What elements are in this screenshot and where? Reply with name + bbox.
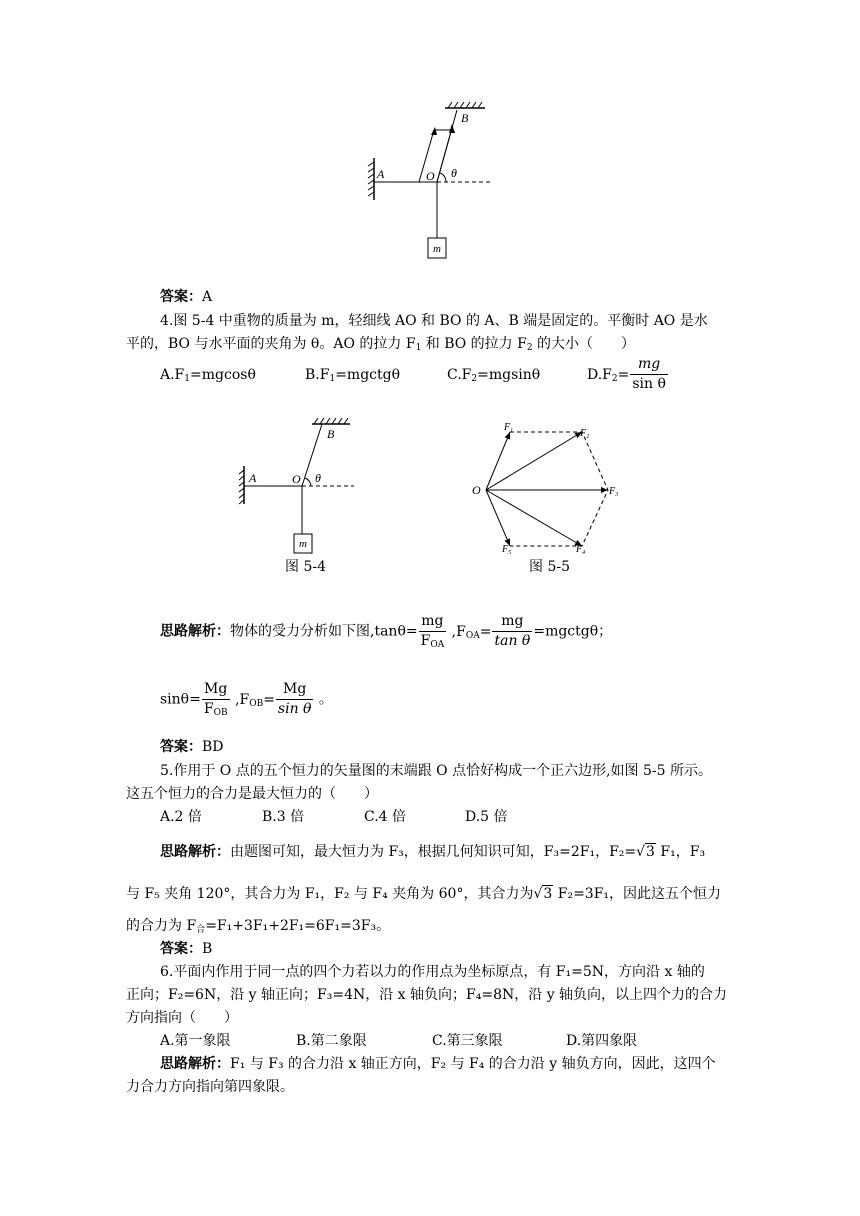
- top-label-theta: θ: [451, 166, 457, 180]
- q5-stem-line2: 这五个恒力的合力是最大恒力的（ ）: [126, 786, 378, 802]
- top-label-m: m: [433, 243, 441, 255]
- figure-top: [360, 100, 500, 265]
- answer-5: 答案：B: [160, 941, 213, 957]
- top-label-O: O: [426, 169, 435, 183]
- answer-4: 答案：BD: [160, 739, 224, 755]
- figure-5-4: [236, 416, 366, 556]
- q5-option-b: B.3 倍: [262, 809, 305, 825]
- sol5-line2: 与 F₅ 夹角 120°，其合力为 F₁，F₂ 与 F₄ 夹角为 60°，其合力为√3 F₂=3F₁，因此这五个恒力: [126, 886, 722, 902]
- q4-option-c: $C.F_2=mgsin\theta$: [447, 367, 541, 384]
- fig55-label-F3: $F_3$: [609, 486, 619, 498]
- fig55-caption: 图 5-5: [529, 559, 570, 575]
- q4-option-d: $D.F_2=$ $\frac{mg}{\text{sin θ}}$: [587, 356, 666, 392]
- top-label-B: B: [461, 111, 469, 125]
- fig55-label-F1: $F_1$: [504, 422, 514, 434]
- sol4-line2: sinθ= $\frac{Mg}{F_{OB}}$ $,F_{OB}=$ $\frac{Mg}{\text{sin θ}}$ 。: [160, 681, 333, 718]
- sol5-line1: 思路解析：由题图可知，最大恒力为 F₃，根据几何知识可知，F₃=2F₁，F₂=√3 F₁，F₃: [160, 844, 706, 860]
- top-label-A: A: [377, 167, 385, 181]
- q4-stem-line2: 平的，BO 与水平面的夹角为 θ。AO 的拉力 $F_1$ 和 BO 的拉力 $F_2$ 的大小（ ）: [126, 336, 636, 353]
- q4-option-b: $B.F_1=mgctg\theta$: [305, 367, 401, 384]
- q5-option-d: D.5 倍: [465, 809, 508, 825]
- answer-3: 答案：A: [160, 289, 213, 305]
- q5-option-c: C.4 倍: [364, 809, 407, 825]
- q6-option-a: A.第一象限: [160, 1033, 231, 1049]
- sol6-line1: 思路解析：F₁ 与 F₃ 的合力沿 x 轴正方向，F₂ 与 F₄ 的合力沿 y 轴负方向，因此，这四个: [160, 1056, 716, 1072]
- fig55-label-F4: $F_4$: [576, 544, 586, 556]
- fig54-label-m: m: [299, 538, 307, 550]
- q6-option-b: B.第二象限: [296, 1033, 367, 1049]
- q6-stem-line1: 6.平面内作用于同一点的四个力若以力的作用点为坐标原点，有 F₁=5N，方向沿 x 轴的: [160, 964, 705, 980]
- q5-option-a: A.2 倍: [160, 809, 202, 825]
- fig54-caption: 图 5-4: [285, 559, 326, 575]
- q4-option-a: $A.F_1=mgcos\theta$: [160, 367, 256, 384]
- fig55-label-F2: $F_2$: [580, 428, 590, 440]
- sol4-line1: 思路解析：物体的受力分析如下图,tanθ= $\frac{mg}{F_{OA}}$ $,F_{OA}=$ $\frac{mg}{\text{tan θ}}$ =mgctgθ；: [160, 613, 613, 650]
- sol6-line2: 力合力方向指向第四象限。: [126, 1079, 294, 1095]
- q6-stem-line2: 正向；F₂=6N，沿 y 轴正向；F₃=4N，沿 x 轴负向；F₄=8N，沿 y 轴负向，以上四个力的合力: [126, 987, 728, 1003]
- fig54-label-B: B: [327, 427, 335, 441]
- fig55-label-F5: $F_5$: [502, 544, 512, 556]
- fig54-label-A: A: [249, 471, 257, 485]
- sol5-line3: 的合力为 $F_合=F_1+3F_1+2F_1=6F_1=3F_3$。: [126, 918, 391, 935]
- q4-stem-line1: 4.图 5-4 中重物的质量为 m，轻细线 AO 和 BO 的 A、B 端是固定的。平衡时 AO 是水: [160, 313, 708, 329]
- q6-option-d: D.第四象限: [566, 1033, 638, 1049]
- q6-stem-line3: 方向指向（ ）: [126, 1010, 238, 1026]
- fig55-label-O: O: [472, 483, 481, 497]
- q6-option-c: C.第三象限: [432, 1033, 503, 1049]
- fig54-label-O: O: [292, 472, 301, 486]
- fig54-label-theta: θ: [315, 471, 321, 485]
- q5-stem-line1: 5.作用于 O 点的五个恒力的矢量图的末端跟 O 点恰好构成一个正六边形,如图 5-5 所示。: [160, 763, 713, 779]
- figure-5-5: [468, 416, 628, 562]
